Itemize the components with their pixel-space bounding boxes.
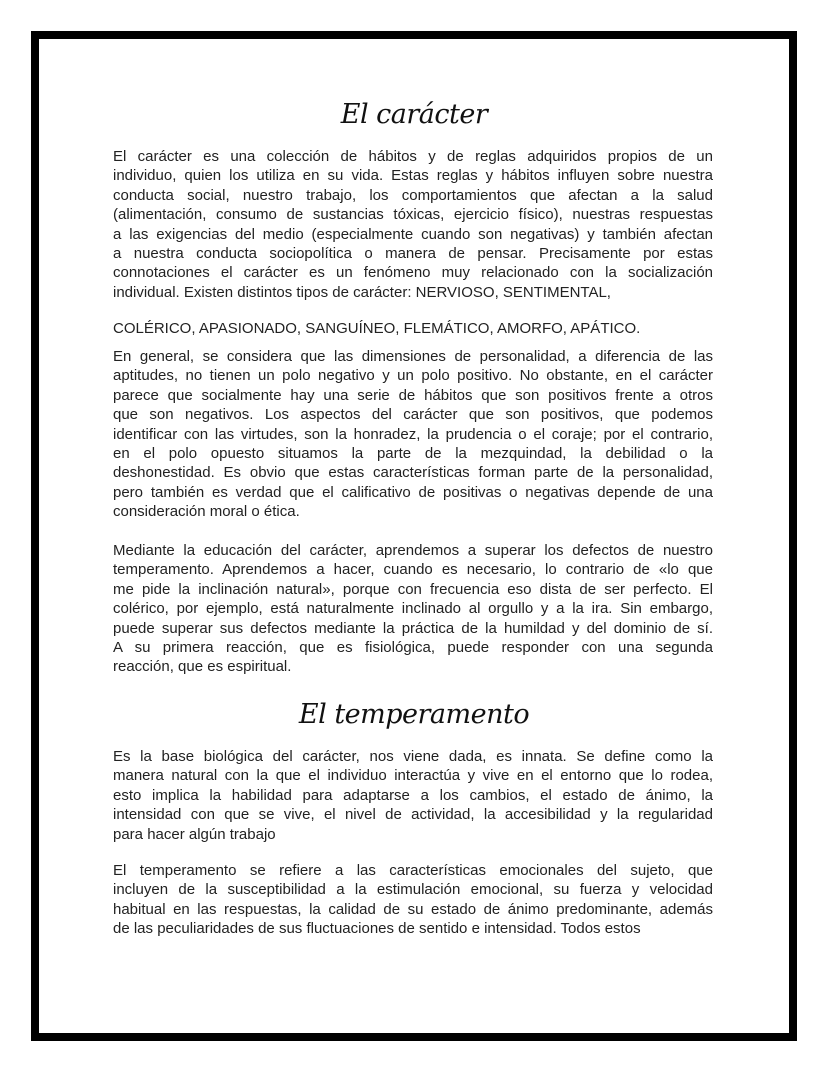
text-line: intensidad con que se vive, el nivel de actividad, la accesibilidad y la regularidad	[113, 806, 713, 824]
text-line: deshonestidad. Es obvio que estas características forman parte de la personalidad,	[113, 464, 713, 482]
text-line: manera natural con la que el individuo interactúa y vive en el entorno que lo rodea,	[113, 767, 713, 785]
text-line: aptitudes, no tienen un polo negativo y un polo positivo. No obstante, en el carácter	[113, 367, 713, 385]
text-line: de las peculiaridades de sus fluctuaciones de sentido e intensidad. Todos estos	[113, 920, 641, 938]
section-title-caracter: El carácter	[340, 99, 488, 130]
text-line: temperamento. Aprendemos a hacer, cuando es necesario, lo contrario de «lo que	[113, 561, 713, 579]
section-title-temperamento: El temperamento	[298, 699, 530, 730]
paragraph	[113, 147, 713, 302]
text-line: El carácter es una colección de hábitos y de reglas adquiridos propios de un	[113, 148, 713, 165]
text-line: que son negativos. Los aspectos del carácter que son positivos, que podemos	[113, 406, 713, 424]
text-line: parece que socialmente hay una serie de hábitos que son positivos frente a otros	[113, 386, 713, 404]
text-line: Mediante la educación del carácter, aprendemos a superar los defectos de nuestro	[113, 542, 713, 559]
text-line: En general, se considera que las dimensiones de personalidad, a diferencia de las	[113, 348, 713, 365]
text-line: A su primera reacción, que es fisiológica, puede responder con una segunda	[113, 639, 713, 657]
text-line: individual. Existen distintos tipos de carácter: NERVIOSO, SENTIMENTAL,	[113, 283, 611, 301]
text-line: a las exigencias del medio (especialmente cuando son negativas) y también afectan	[113, 225, 713, 243]
text-line: conducta social, nuestro trabajo, los comportamientos que afectan a la salud	[113, 186, 713, 204]
text-line: (alimentación, consumo de sustancias tóxicas, ejercicio físico), nuestras respuestas	[113, 206, 713, 224]
text-line: Es la base biológica del carácter, nos viene dada, es innata. Se define como la	[113, 748, 713, 765]
text-line: pero también es verdad que el calificativo de positivas o negativas depende de una	[113, 483, 713, 501]
text-line: connotaciones el carácter es un fenómeno muy relacionado con la socialización	[113, 264, 713, 282]
paragraph-character-types	[113, 319, 713, 338]
paragraph	[113, 861, 713, 939]
text-line: puede superar sus defectos mediante la práctica de la humildad y del dominio de sí.	[113, 619, 713, 637]
text-line: El temperamento se refiere a las características emocionales del sujeto, que	[113, 862, 713, 879]
text-line: identificar con las virtudes, son la honradez, la prudencia o el coraje; por el contrario,	[113, 425, 713, 443]
text-line: me pide la inclinación natural», porque con frecuencia eso dista de ser perfecto. El	[113, 580, 713, 598]
text-line: consideración moral o ética.	[113, 503, 300, 521]
text-line: COLÉRICO, APASIONADO, SANGUÍNEO, FLEMÁTICO, AMORFO, APÁTICO.	[113, 320, 641, 337]
text-line: en el polo opuesto situamos la parte de la mezquindad, la debilidad o la	[113, 445, 713, 463]
text-line: habitual en las respuestas, la calidad de su estado de ánimo predominante, además	[113, 900, 713, 918]
paragraph	[113, 541, 713, 677]
text-line: individuo, quien los utiliza en su vida. Estas reglas y hábitos influyen sobre nuestra	[113, 167, 713, 185]
paragraph	[113, 747, 713, 844]
text-line: para hacer algún trabajo	[113, 825, 276, 843]
text-line: esto implica la habilidad para adaptarse a los cambios, el estado de ánimo, la	[113, 786, 713, 804]
text-line: incluyen de la susceptibilidad a la estimulación emocional, su fuerza y velocidad	[113, 881, 713, 899]
paragraph	[113, 347, 713, 522]
text-line: colérico, por ejemplo, está naturalmente inclinado al orgullo y a la ira. Sin embargo,	[113, 600, 713, 618]
text-line: a nuestra conducta sociopolítica o manera de pensar. Precisamente por estas	[113, 245, 713, 263]
text-line: reacción, que es espiritual.	[113, 658, 292, 676]
